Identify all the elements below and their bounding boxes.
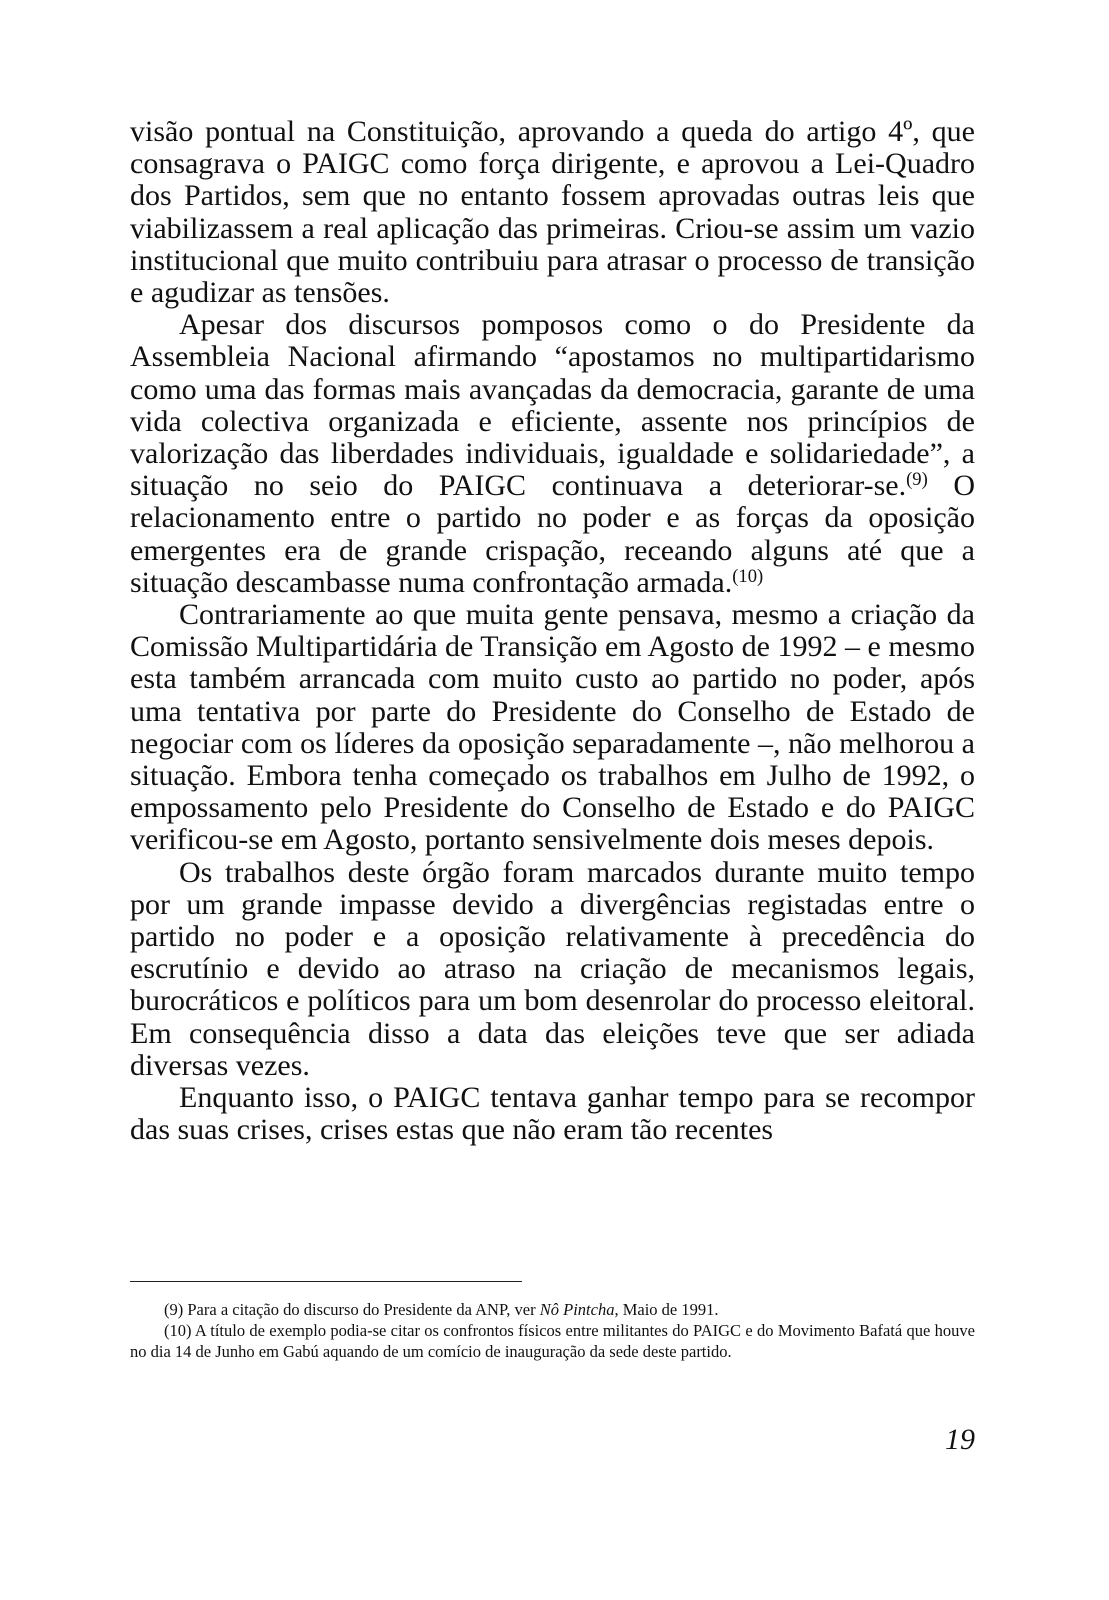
paragraph-1: visão pontual na Constituição, aprovando a queda do artigo 4º, que consagrava o PAIGC como força dirigente, e aprovou a Lei-Quadro dos Partidos, sem que no entanto fossem aprovadas outras leis que viabilizassem a real aplicação das primeiras. Criou-se assim um vazio institucional que muito contribuiu para atrasar o processo de transição e agudizar as tensões.	[130, 115, 975, 310]
footnote-9-text-b: , Maio de 1991.	[614, 1300, 719, 1319]
footnote-10	[130, 1320, 975, 1362]
body-text	[130, 116, 975, 1147]
footnote-10-text: A título de exemplo podia-se citar os confrontos físicos entre militantes do PAIGC e do Movimento Bafatá que houve no dia 14 de Junho em Gabú aquando de um comício de inauguração da sede deste partido.	[130, 1321, 975, 1361]
footnote-ref-10: (10)	[732, 565, 764, 587]
paragraph-2-text-a: Apesar dos discursos pomposos como o do Presidente da Assembleia Nacional afirmando “apostamos no multipartidarismo como uma das formas mais avançadas da democracia, garante de uma vida colectiva organizada e eficiente, assente nos princípios de valorização das liberdades individuais, igualdade e solidariedade”, a situação no seio do PAIGC continuava a deteriorar-se.	[130, 308, 975, 503]
footnote-10-marker: (10)	[164, 1321, 192, 1340]
footnotes	[130, 1299, 975, 1362]
paragraph-2	[130, 309, 975, 599]
footnote-9	[130, 1299, 975, 1320]
footnote-9-marker: (9)	[164, 1300, 184, 1319]
footnote-9-text-a: Para a citação do discurso do Presidente da ANP, ver	[183, 1300, 540, 1319]
paragraph-3: Contrariamente ao que muita gente pensava, mesmo a criação da Comissão Multipartidária de Transição em Agosto de 1992 – e mesmo esta também arrancada com muito custo ao partido no poder, após uma tentativa por parte do Presidente do Conselho de Estado de negociar com os líderes da oposição separadamente –, não melhorou a situação. Embora tenha começado os trabalhos em Julho de 1992, o empossamento pelo Presidente do Conselho de Estado e do PAIGC verificou-se em Agosto, portanto sensivelmente dois meses depois.	[130, 598, 975, 857]
page-number: 19	[945, 1423, 975, 1456]
paragraph-4: Os trabalhos deste órgão foram marcados durante muito tempo por um grande impasse devido a divergências registadas entre o partido no poder e a oposição relativamente à precedência do escrutínio e devido ao atraso na criação de mecanismos legais, burocráticos e políticos para um bom desenrolar do processo eleitoral. Em consequência disso a data das eleições teve que ser adiada diversas vezes.	[130, 855, 975, 1082]
paragraph-5: Enquanto isso, o PAIGC tentava ganhar tempo para se recompor das suas crises, crises estas que não eram tão recentes	[130, 1081, 975, 1147]
footnote-9-publication-title: Nô Pintcha	[539, 1300, 615, 1319]
footnote-ref-9: (9)	[906, 469, 928, 491]
footnote-divider	[130, 1281, 522, 1282]
paragraph-2-text-b: O relacionamento entre o partido no poder e as forças da oposição emergentes era de grande crispação, receando alguns até que a situação descambasse numa confrontação armada.	[130, 469, 975, 599]
